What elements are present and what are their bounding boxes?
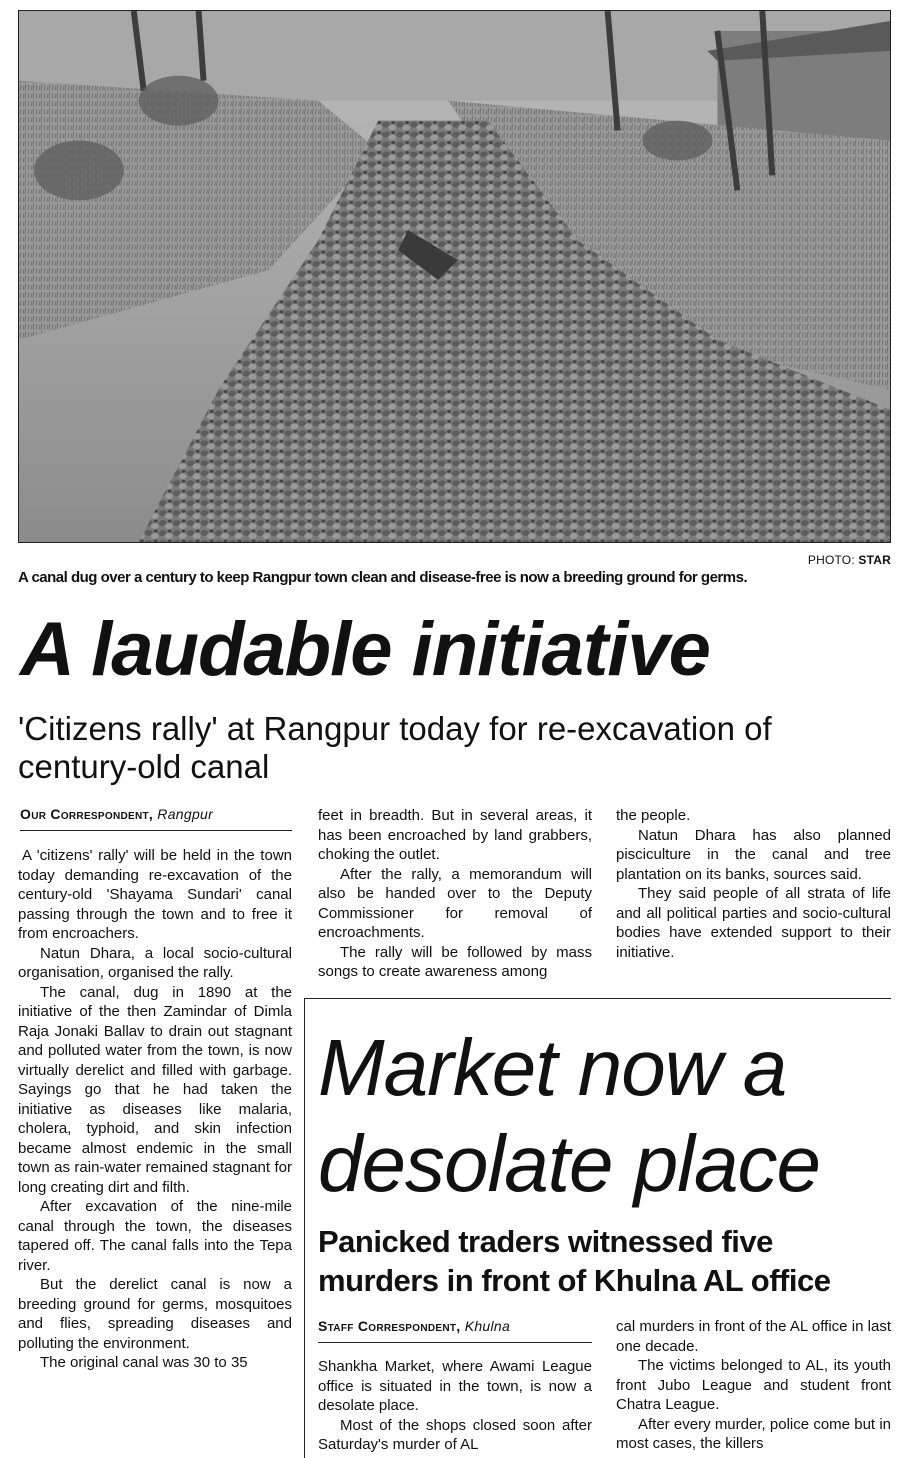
- paragraph: The rally will be followed by mass songs to create awareness among: [318, 943, 592, 980]
- story1-column-3: [616, 806, 891, 962]
- photo-credit-source: STAR: [858, 553, 891, 567]
- paragraph: Natun Dhara, a local socio-cultural organisation, organised the rally.: [18, 944, 292, 981]
- story2-subhead: Panicked traders witnessed five murders in front of Khulna AL office: [318, 1224, 831, 1298]
- photo-credit: [808, 553, 891, 567]
- story2-byline-place: Khulna: [464, 1318, 511, 1334]
- paragraph: But the derelict canal is now a breeding ground for germs, mosquitoes and flies, spreading diseases and polluting the environment.: [18, 1276, 292, 1352]
- paragraph: Most of the shops closed soon after Saturday's murder of AL: [318, 1416, 592, 1453]
- paragraph: cal murders in front of the AL office in last one decade.: [616, 1318, 891, 1355]
- story1-headline: A laudable initiative: [20, 607, 710, 692]
- paragraph: The original canal was 30 to 35: [40, 1354, 248, 1371]
- paragraph: The canal, dug in 1890 at the initiative of the then Zamindar of Dimla Raja Jonaki Ballav to drain out stagnant and polluted water from the town, is now virtually derelict and filled with garbage. Sayings go that he had taken the initiative as diseases like malaria, cholera, typhoid, and skin infection became almost endemic in the small town as rain-water remained stagnant for long creating dirt and filth.: [18, 983, 292, 1196]
- story2-top-rule: [304, 998, 891, 999]
- paragraph: the people.: [616, 807, 691, 824]
- story1-byline-place: Rangpur: [157, 806, 214, 822]
- paragraph: After every murder, police come but in most cases, the killers: [616, 1415, 891, 1452]
- story2-byline-name: Staff Correspondent,: [318, 1318, 461, 1334]
- story2-left-rule: [304, 998, 305, 1458]
- photo-credit-label: PHOTO:: [807, 553, 855, 567]
- story2-column-1: [318, 1357, 592, 1455]
- canal-photo: [18, 10, 891, 543]
- canal-photo-icon: [19, 11, 890, 542]
- paragraph: A 'citizens' rally' will be held in the town today demanding re-excavation of the century-old 'Shayama Sundari' canal passing through the town and to free it from encroachers.: [18, 847, 292, 942]
- paragraph: feet in breadth. But in several areas, it has been encroached by land grabbers, choking the outlet.: [318, 807, 592, 863]
- paragraph: After the rally, a memorandum will also be handed over to the Deputy Commissioner for removal of encroachments.: [318, 865, 592, 941]
- story1-byline: [20, 806, 292, 831]
- paragraph: Shankha Market, where Awami League office is situated in the town, is now a desolate place.: [318, 1358, 592, 1414]
- story1-column-1: [18, 846, 292, 1373]
- story1-byline-name: Our Correspondent,: [20, 806, 154, 822]
- paragraph: Natun Dhara has also planned pisciculture in the canal and tree plantation on its banks, sources said.: [616, 826, 891, 883]
- story1-column-2: [318, 806, 592, 982]
- paragraph: The victims belonged to AL, its youth front Jubo League and student front Chatra League.: [616, 1357, 891, 1413]
- paragraph: They said people of all strata of life and all political parties and socio-cultural bodies have extended support to their initiative.: [616, 885, 891, 961]
- story2-byline: [318, 1318, 592, 1343]
- story2-headline: Market now a desolate place: [318, 1023, 820, 1208]
- story1-subhead: 'Citizens rally' at Rangpur today for re-excavation of century-old canal: [18, 710, 772, 785]
- photo-caption: A canal dug over a century to keep Rangpur town clean and disease-free is now a breeding ground for germs.: [18, 569, 748, 586]
- story2-column-2: [616, 1317, 891, 1454]
- paragraph: After excavation of the nine-mile canal through the town, the diseases tapered off. The canal falls into the Tepa river.: [18, 1198, 292, 1274]
